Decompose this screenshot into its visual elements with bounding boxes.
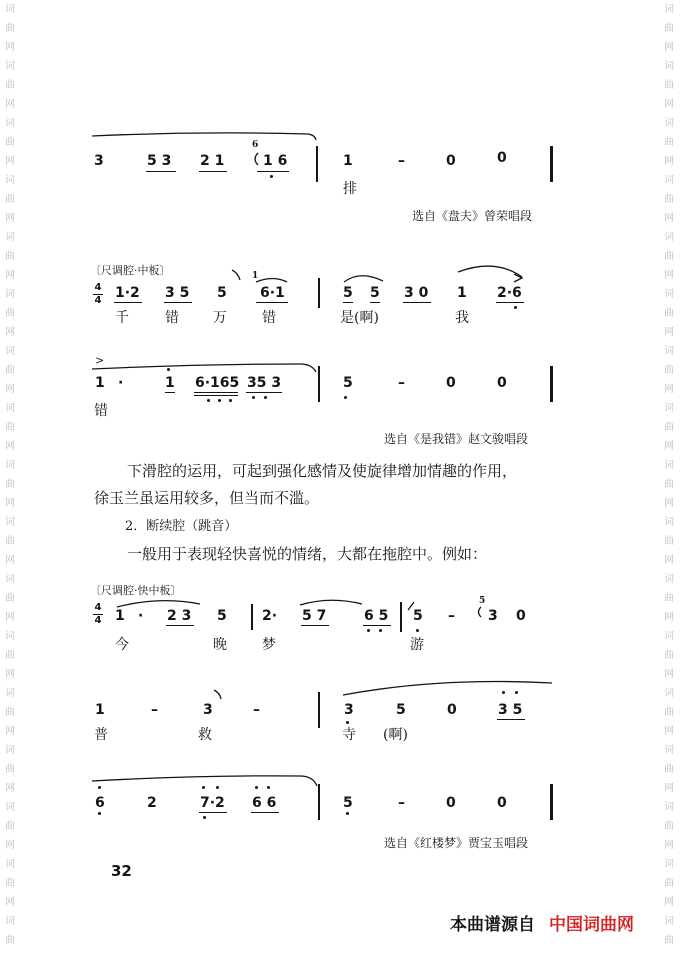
watermark-glyph: 词 [5,460,15,471]
watermark-glyph: 曲 [664,650,674,661]
grace-bracket [479,607,482,617]
watermark-glyph: 词 [664,745,674,756]
note: 1 [115,608,125,624]
watermark-glyph: 曲 [664,308,674,319]
footer-site-link[interactable]: 中国词曲网 [549,915,634,935]
note-group: 3 5 [165,285,190,301]
watermark-glyph: 曲 [664,23,674,34]
watermark-glyph: 词 [5,4,15,15]
watermark-glyph: 词 [5,745,15,756]
watermark-glyph: 词 [664,631,674,642]
watermark-glyph: 网 [664,213,674,224]
slur [344,276,383,282]
watermark-glyph: 曲 [664,593,674,604]
phrase-slur [92,364,316,372]
watermark-glyph: 曲 [664,707,674,718]
slur-arrow [514,274,522,282]
note: 1 [457,285,467,301]
dash: – [398,153,405,169]
watermark-glyph: 曲 [5,137,15,148]
watermark-glyph: 词 [5,631,15,642]
grace-bracket [255,153,258,165]
watermark-glyph: 网 [664,555,674,566]
watermark-glyph: 词 [5,916,15,927]
dash: – [151,702,158,718]
watermark-glyph: 曲 [5,422,15,433]
lyric: 错 [262,310,276,326]
watermark-glyph: 曲 [5,23,15,34]
watermark-glyph: 词 [664,61,674,72]
watermark-glyph: 网 [664,99,674,110]
note-group: 3 0 [404,285,429,301]
note-group: 5 3 [147,153,172,169]
watermark-glyph: 网 [5,612,15,623]
note-group: 6·165 [195,375,240,391]
section-heading: 2．断续腔（跳音） [125,519,238,534]
watermark-glyph: 曲 [5,536,15,547]
watermark-glyph: 网 [664,42,674,53]
tempo-label: 〔尺调腔·快中板〕 [90,584,182,597]
note: 5 [413,608,423,624]
lyric: 今 [115,637,129,653]
watermark-glyph: 曲 [5,878,15,889]
watermark-glyph: 曲 [664,764,674,775]
rest: 0 [516,608,526,624]
watermark-glyph: 网 [5,213,15,224]
watermark-glyph: 网 [664,612,674,623]
lyric: 错 [94,403,108,419]
lyric: 千 [115,310,129,326]
watermark-glyph: 网 [664,726,674,737]
watermark-glyph: 词 [664,574,674,585]
note-group: 5 7 [302,608,327,624]
watermark-glyph: 网 [664,327,674,338]
phrase-slur [92,133,316,140]
lyric: 排 [343,181,357,197]
watermark-glyph: 网 [5,99,15,110]
watermark-glyph: 网 [664,840,674,851]
watermark-glyph: 网 [5,327,15,338]
watermark-glyph: 曲 [664,365,674,376]
dash: – [398,795,405,811]
dot-extension: · [138,608,144,624]
watermark-glyph: 曲 [5,479,15,490]
watermark-glyph: 曲 [5,650,15,661]
time-signature: 4 4 [94,282,102,306]
grace-note: 6 [252,140,259,150]
grace-note: 5 [479,596,486,606]
note: 5 [217,285,227,301]
paragraph-line: 徐玉兰虽运用较多，但当而不滥。 [94,489,320,507]
note: 5 [343,285,353,301]
note: 1 [95,702,105,718]
lyric: 救 [198,727,212,743]
lyric: 晚 [213,637,227,653]
watermark-glyph: 词 [664,802,674,813]
rest: 0 [446,375,456,391]
slur [117,601,200,607]
watermark-glyph: 曲 [5,707,15,718]
note-group: 2·6 [497,285,522,301]
slur [300,600,362,605]
watermark-glyph: 词 [664,346,674,357]
rest: 0 [446,153,456,169]
rest: 0 [446,795,456,811]
watermark-glyph: 词 [5,118,15,129]
watermark-glyph: 网 [664,897,674,908]
source-citation: 选自《红楼梦》贾宝玉唱段 [384,836,529,850]
tie [256,279,287,283]
watermark-glyph: 网 [5,555,15,566]
watermark-glyph: 网 [5,156,15,167]
note: 2 [147,795,157,811]
watermark-glyph: 词 [5,574,15,585]
watermark-glyph: 曲 [664,194,674,205]
breath-mark [214,690,221,699]
watermark-glyph: 网 [5,270,15,281]
watermark-glyph: 网 [5,669,15,680]
watermark-glyph: 词 [664,688,674,699]
note: 1 [343,153,353,169]
grace-note: 1 [252,271,259,281]
dash: – [253,702,260,718]
watermark-glyph: 词 [664,916,674,927]
note: 5 [343,795,353,811]
watermark-glyph: 词 [5,859,15,870]
watermark-glyph: 词 [664,517,674,528]
watermark-glyph: 曲 [664,137,674,148]
note: 1 [165,375,175,391]
note: 5 [217,608,227,624]
watermark-glyph: 词 [664,859,674,870]
rest: 0 [447,702,457,718]
tick-mark [408,602,414,610]
note-group: 35 3 [247,375,282,391]
watermark-glyph: 曲 [5,821,15,832]
watermark-glyph: 词 [5,232,15,243]
footer-credit [450,910,634,935]
page-number: 32 [111,862,132,880]
note: 3 [94,153,104,169]
dash: – [448,608,455,624]
note-group: 3 5 [498,702,523,718]
dot-extension: · [118,375,124,391]
note: 3 [488,608,498,624]
watermark-glyph: 词 [5,346,15,357]
watermark-glyph: 曲 [5,593,15,604]
dash: – [398,375,405,391]
watermark-glyph: 网 [664,783,674,794]
note: 3 [203,702,213,718]
watermark-glyph: 曲 [664,479,674,490]
phrase-slur [92,776,317,786]
watermark-glyph: 曲 [5,194,15,205]
watermark-glyph: 网 [5,783,15,794]
watermark-glyph: 网 [664,156,674,167]
watermark-glyph: 词 [664,118,674,129]
rest: 0 [497,795,507,811]
lyric: 寺 [342,727,356,743]
note-group: 1 6 [263,153,288,169]
watermark-glyph: 曲 [664,80,674,91]
lyric: 游 [410,637,424,653]
tempo-label: 〔尺调腔·中板〕 [90,264,171,277]
paragraph-line: 下滑腔的运用，可起到强化感情及使旋律增加情趣的作用， [127,462,518,480]
note-group: 6 5 [364,608,389,624]
note-group: 7·2 [200,795,225,811]
rest: 0 [497,150,507,166]
watermark-glyph: 词 [5,403,15,414]
watermark-glyph: 网 [5,42,15,53]
lyric: 万 [213,310,227,326]
note-group: 6 6 [252,795,277,811]
watermark-glyph: 网 [664,669,674,680]
watermark-glyph: 词 [664,4,674,15]
note-group: 2· [262,608,278,624]
watermark-glyph: 网 [664,384,674,395]
paragraph-line: 一般用于表现轻快喜悦的情绪，大都在拖腔中。例如： [127,545,488,563]
note: 5 [396,702,406,718]
lyric: 普 [94,727,108,743]
note-group: 6·1 [260,285,285,301]
watermark-glyph: 词 [664,460,674,471]
lyric: 梦 [262,637,276,653]
watermark-glyph: 词 [5,61,15,72]
watermark-glyph: 曲 [5,365,15,376]
note: 5 [343,375,353,391]
slur [458,266,522,277]
rest: 0 [497,375,507,391]
note-group: 2 1 [200,153,225,169]
watermark-glyph: 曲 [664,251,674,262]
note: 5 [370,285,380,301]
note: 6 [95,795,105,811]
watermark-glyph: 曲 [5,308,15,319]
watermark-glyph: 曲 [5,251,15,262]
watermark-glyph: 曲 [664,422,674,433]
watermark-glyph: 曲 [664,536,674,547]
watermark-glyph: 网 [5,441,15,452]
footer-prefix: 本曲谱源自 [450,915,535,935]
watermark-glyph: 词 [664,403,674,414]
source-citation: 选自《盘夫》曾荣唱段 [412,209,533,223]
watermark-glyph: 网 [664,270,674,281]
watermark-glyph: 网 [5,897,15,908]
watermark-glyph: 词 [5,175,15,186]
lyric: 我 [455,310,469,326]
note-group: 1·2 [115,285,140,301]
lyric: 错 [165,310,179,326]
source-citation: 选自《是我错》赵文骏唱段 [384,432,529,446]
watermark-glyph: 网 [5,384,15,395]
watermark-glyph: 曲 [664,821,674,832]
watermark-glyph: 词 [664,175,674,186]
watermark-glyph: 曲 [664,878,674,889]
lyric: (啊) [383,727,408,743]
accent-mark: > [95,354,105,367]
watermark-glyph: 词 [5,688,15,699]
watermark-glyph: 词 [5,289,15,300]
watermark-glyph: 网 [664,441,674,452]
phrase-slur [343,682,552,696]
watermark-glyph: 曲 [5,80,15,91]
note: 1 [95,375,105,391]
breath-mark [232,270,240,280]
watermark-glyph: 网 [5,498,15,509]
watermark-glyph: 词 [664,232,674,243]
watermark-glyph: 词 [5,802,15,813]
watermark-glyph: 曲 [5,764,15,775]
watermark-glyph: 网 [664,498,674,509]
watermark-glyph: 词 [5,517,15,528]
watermark-glyph: 网 [5,726,15,737]
watermark-glyph: 网 [5,840,15,851]
watermark-glyph: 曲 [664,935,674,946]
watermark-glyph: 曲 [5,935,15,946]
note-group: 2 3 [167,608,192,624]
note: 3 [344,702,354,718]
watermark-glyph: 词 [664,289,674,300]
time-signature: 4 4 [94,602,102,626]
lyric: 是(啊) [340,310,379,326]
